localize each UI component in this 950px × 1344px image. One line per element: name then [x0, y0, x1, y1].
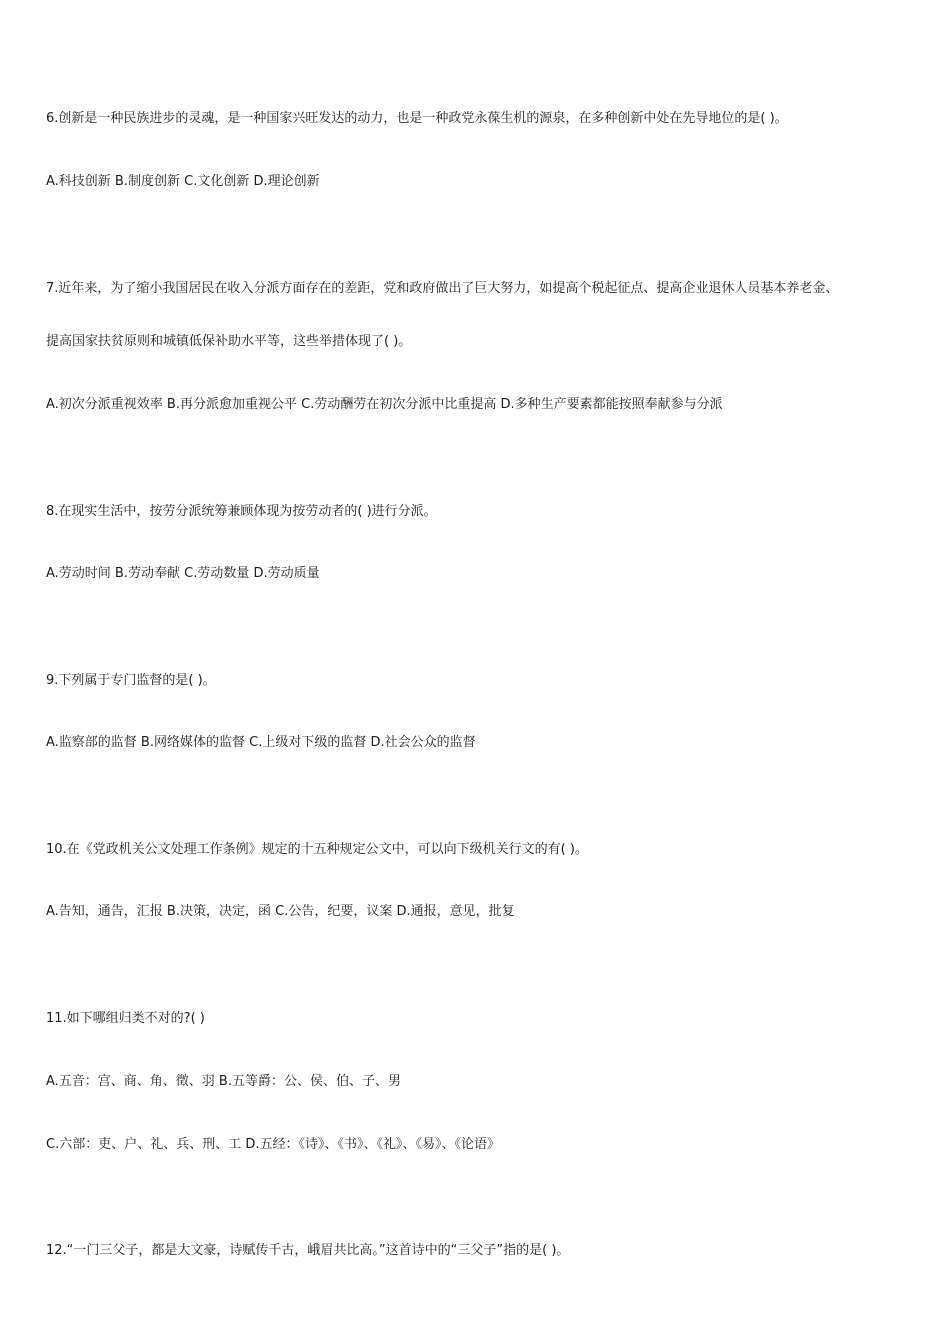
- question-9-options: A.监察部的监督 B.网络媒体的监督 C.上级对下级的监督 D.社会公众的监督: [46, 735, 476, 750]
- question-11-stem: 11.如下哪组归类不对的?( ): [46, 1011, 205, 1026]
- question-6-options: A.科技创新 B.制度创新 C.文化创新 D.理论创新: [46, 174, 320, 189]
- question-10-options: A.告知，通告，汇报 B.决策，决定，函 C.公告，纪要，议案 D.通报，意见，批复: [46, 904, 515, 919]
- question-11-options-cd: C.六部：吏、户、礼、兵、刑、工 D.五经：《诗》、《书》、《礼》、《易》、《论语》: [46, 1137, 500, 1152]
- question-7-stem-line-1: 7.近年来，为了缩小我国居民在收入分派方面存在的差距，党和政府做出了巨大努力，如提高个税起征点、提高企业退休人员基本养老金、: [46, 281, 839, 296]
- question-11-options-ab: A.五音：宫、商、角、徵、羽 B.五等爵：公、侯、伯、子、男: [46, 1074, 401, 1089]
- question-8-stem: 8.在现实生活中，按劳分派统筹兼顾体现为按劳动者的( )进行分派。: [46, 504, 437, 519]
- question-8-options: A.劳动时间 B.劳动奉献 C.劳动数量 D.劳动质量: [46, 566, 320, 581]
- question-7-options: A.初次分派重视效率 B.再分派愈加重视公平 C.劳动酬劳在初次分派中比重提高 D.多种生产要素都能按照奉献参与分派: [46, 397, 723, 412]
- question-10-stem: 10.在《党政机关公文处理工作条例》规定的十五种规定公文中，可以向下级机关行文的有( )。: [46, 842, 588, 857]
- question-7-stem-line-2: 提高国家扶贫原则和城镇低保补助水平等，这些举措体现了( )。: [46, 334, 412, 349]
- question-9-stem: 9.下列属于专门监督的是( )。: [46, 673, 216, 688]
- question-12-stem: 12.“一门三父子，都是大文豪，诗赋传千古，峨眉共比高。”这首诗中的“三父子”指的是( )。: [46, 1243, 570, 1258]
- question-6-stem: 6.创新是一种民族进步的灵魂，是一种国家兴旺发达的动力，也是一种政党永葆生机的源泉，在多种创新中处在先导地位的是( )。: [46, 111, 788, 126]
